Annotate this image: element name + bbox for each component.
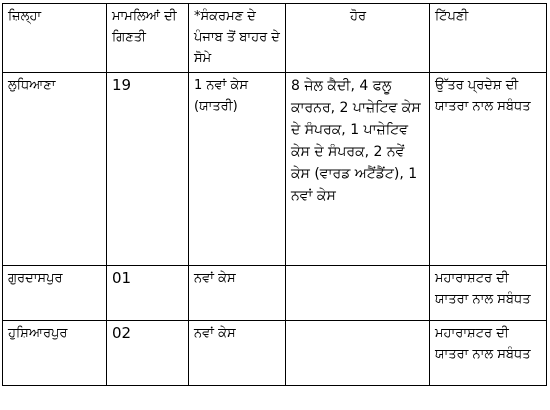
source-cell [189,321,286,386]
source-line: ਨਵਾਂ ਕੇਸ [194,271,236,286]
other-cell: 8 ਜੇਲ ਕੈਦੀ, 4 ਫਲੂ ਕਾਰਨਰ, 2 ਪਾਜ਼ੇਟਿਵ ਕੇਸ ਦੇ ਸੰਪਰਕ, 1 ਪਾਜ਼ੇਟਿਵ ਕੇਸ ਦੇ ਸੰਪਰਕ, 2 ਨਵੇਂ ਕੇਸ (ਵਾਰਡ ਅਟੈਂਡੈਂਟ), 1 ਨਵਾਂ ਕੇਸ [286,73,430,266]
count-cell: 01 [107,266,189,321]
header-district: ਜ਼ਿਲ੍ਹਾ [3,4,107,73]
source-line: (ਯਾਤਰੀ) [194,99,238,114]
district-cell: ਗੁਰਦਾਸਪੁਰ [3,266,107,321]
count-cell: 19 [107,73,189,266]
other-cell [286,266,430,321]
other-cell [286,321,430,386]
header-other: ਹੋਰ [286,4,430,73]
table-row [3,266,547,321]
header-case-count: ਮਾਮਲਿਆਂ ਦੀ ਗਿਣਤੀ [107,4,189,73]
remark-cell: ਮਹਾਰਾਸ਼ਟਰ ਦੀ ਯਾਤਰਾ ਨਾਲ ਸਬੰਧਤ [430,266,547,321]
source-line: 1 ਨਵਾਂ ਕੇਸ [194,78,249,93]
remark-cell: ਮਹਾਰਾਸ਼ਟਰ ਦੀ ਯਾਤਰਾ ਨਾਲ ਸਬੰਧਤ [430,321,547,386]
count-cell: 02 [107,321,189,386]
table-row [3,321,547,386]
source-cell [189,266,286,321]
covid-cases-table [2,3,547,386]
header-infection-source: *ਸੰਕਰਮਣ ਦੇ ਪੰਜਾਬ ਤੋਂ ਬਾਹਰ ਦੇ ਸੋਮੇ [189,4,286,73]
remark-cell: ਉੱਤਰ ਪ੍ਰਦੇਸ਼ ਦੀ ਯਾਤਰਾ ਨਾਲ ਸਬੰਧਤ [430,73,547,266]
source-line: ਨਵਾਂ ਕੇਸ [194,326,236,341]
table-row [3,73,547,266]
district-cell: ਲੁਧਿਆਣਾ [3,73,107,266]
header-remark: ਟਿੱਪਣੀ [430,4,547,73]
district-cell: ਹੁਸ਼ਿਆਰਪੁਰ [3,321,107,386]
source-cell [189,73,286,266]
table-header-row [3,4,547,73]
